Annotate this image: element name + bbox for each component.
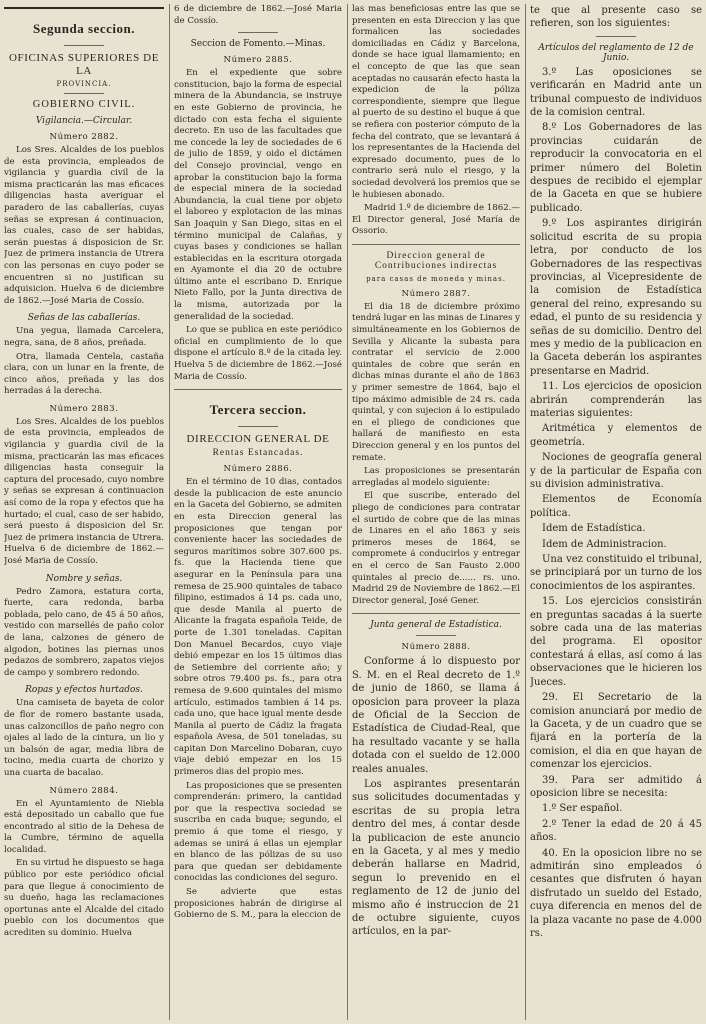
column-1 (4, 4, 164, 1020)
notice-text: Lo que se publica en este periódico oficial en cumplimiento de lo que dispone el artículo 8.º de la citada ley. Huelva 5 de diciembre de 1862.—José Maria de Cossío. (174, 325, 342, 382)
signature-line: Madrid 1.º de diciembre de 1862.—El Director general, José María de Ossorio. (352, 203, 520, 237)
notice-text: En el término de 10 dias, contados desde la publicacion de este anuncio en la Gaceta del Gobierno, se admiten en esta Direccion general las proposiciones que tengan por conveniente hacer las sociedades de seguros marítimos sobre 307.600 ps. fs. que la Hacienda tiene que asegurar en la Península para una remesa de 25.900 quintales de tabaco filipino, estimados á 14 ps. cada uno, que desde Manila al puerto de Alicante la fragata española Teide, de porte de 1.301 toneladas. Capitan Don Manuel Becardos, cuyo viaje debió empezar en los 15 últimos dias de Setiembre del corriente año; y sobre otros 79.400 ps. fs., para otra remesa de 9.600 quintales del mismo artículo, estimados tambien á 14 ps. cada uno, que hace igual mente desde Manila al puerto de Cádiz la fragata española Avesa, de 501 toneladas, su capitan Don Marcelino Dobaran, cuyo viaje debió empezar en los 15 primeros dias del propio mes. (174, 477, 342, 778)
notice-text: Conforme á lo dispuesto por S. M. en el Real decreto de 1.º de junio de 1860, se llama á oposicion para proveer la plaza de Oficial de la Seccion de Estadística de Ciudad-Real, que ha resultado vacante y se halla dotada con el sueldo de 12.000 reales anuales. (352, 656, 520, 775)
divider (596, 36, 636, 37)
section-title: Segunda seccion. (33, 21, 135, 36)
articles-heading: Artículos del reglamento de 12 de Junio. (538, 42, 694, 63)
junta-heading: Junta general de Estadística. (370, 620, 502, 631)
notice-number: Número 2888. (401, 642, 471, 653)
fomento-heading: Seccion de Fomento.—Minas. (190, 39, 326, 50)
notice-number: Número 2885. (223, 55, 293, 66)
article-text: 15. Los ejercicios consistirán en preguntas sacadas á la suerte sobre cada una de las materias del programa. El opositor contestará á ellas, así como á las observaciones que le hicieren los Jueces. (530, 596, 702, 688)
notice-text: Los aspirantes presentarán sus solicitudes documentadas y escritas de su propia letra dentro del mes, á contar desde la publicacion de este anuncio en la Gaceta, y al mes y medio deberán hallarse en Madrid, segun lo prevenido en el reglamento de 12 de junio del mismo año é instruccion de 21 de octubre siguiente, cuyos artículos, en la par- (352, 778, 520, 938)
article-text: 9.º Los aspirantes dirigirán solicitud escrita de su propia letra, por conducto de los Gobernadores de las respectivas provincias, al Vicepresidente de la comision de Estadística general del reino, expresando su edad, el punto de su residencia y señas de su domicilio. Dentro del mes y medio de la publicacion en la Gaceta deberán los aspirantes presentarse en Madrid. (530, 218, 702, 377)
requirement-item: 2.º Tener la edad de 20 á 45 años. (530, 818, 702, 844)
requirement-item: 1.º Ser español. (542, 803, 623, 815)
subheading: Señas de las caballerías. (27, 313, 141, 324)
notice-text: En el expediente que sobre constitucion, bajo la forma de especial minera de la Abundancia, se instruye en este Gobierno de provincia, he dictado con esta fecha el siguiente decreto. En uso de las facultades que me concede la ley de sociedades de 6 de julio de 1859, y oido el dictámen del Consejo provincial, vengo en aprobar la constitucion bajo la forma de especial minera de la sociedad Abundancia, la cual tiene por objeto el laboreo y explotacion de las minas San Joaquin y San Diego, sitas en el término municipal de Calañas, y cuyas bases y condiciones se hallan establecidas en la escritura otorgada en Ayamonte el dia 20 de octubre último ante el escribano D. Enrique Nieto Fallo, por la Junta directiva de la misma, autorizada por la generalidad de la sociedad. (174, 68, 342, 322)
divider (352, 613, 520, 614)
article-text: 3.º Las oposiciones se verificarán en Madrid ante un tribunal compuesto de individuos de la comision central. (530, 66, 702, 119)
gov-title: GOBIERNO CIVIL. (32, 99, 136, 110)
notice-number: Número 2887. (401, 288, 471, 299)
subject-item: Aritmética y elementos de geometría. (530, 423, 702, 448)
subject-item: Idem de Administracion. (542, 538, 667, 550)
divider (64, 45, 104, 46)
article-text: 11. Los ejercicios de oposicion abrirán comprenderán las materias siguientes: (530, 381, 702, 419)
notice-text: Otra, llamada Centela, castaña clara, con un lunar en la frente, de cinco años, preñada y las dos herradas á la derecha. (4, 351, 164, 397)
divider (174, 389, 342, 390)
notice-number: Número 2884. (49, 785, 119, 796)
notice-text: Una camiseta de bayeta de color de flor de romero bastante usada, unas calzoncillos de paño negro con ojales al lado de la cintura, un lio y un balsón de agar, media libra de tocino, media cuarta de chorizo y una cuarta de bacalao. (4, 698, 164, 778)
divider (64, 93, 104, 94)
notice-text: Los Sres. Alcaldes de los pueblos de esta provincia, empleados de vigilancia y guardia civil de la misma, practicarán las mas eficaces diligencias hasta conseguir la captura del procesado, cuyo nombre y señas se expresan á continuacion así como de la ropa y efectos que ha hurtado; el cual, caso de ser habido, será puesto á disposicion del Sr. Juez de primera instancia de Utrera. Huelva 6 de diciembre de 1862.—José Maria de Cossío. (4, 416, 164, 566)
office-title: OFICINAS SUPERIORES DE LA (8, 52, 160, 77)
continued-text: las mas beneficiosas entre las que se presenten en esta Direccion y las que formalicen las sociedades domiciliadas en Cádiz y Barcelona, donde se hace igual llamamiento; en el concepto de que las que sean aceptadas no causarán efecto hasta la expedicion de la póliza correspondiente, siempre que llegue al puerto de su destino el buque á que se refiera con posterior cómputo de la fecha del contrato, que se levantará á los representantes de la Hacienda del expresado documento, pues de lo contrario será nulo el riesgo, y la sociedad devolverá los premios que se le hubiesen abonado. (352, 4, 520, 200)
column-4 (530, 4, 702, 1020)
divider (416, 635, 456, 636)
article-text: 29. El Secretario de la comision anunciará por medio de la Gaceta, y de un cuadro que se fijará en la portería de la comision, el dia en que hayan de comenzar los ejercicios. (530, 692, 702, 771)
vigilancia-heading: Vigilancia.—Circular. (35, 116, 133, 126)
notice-text: En el Ayuntamiento de Niebla está depositado un caballo que fue encontrado al sitio de la Dehesa de la Cumbre, término de aquella localidad. (4, 798, 164, 855)
column-rule (525, 4, 526, 1020)
direction-title: Direccion general de Contribuciones indirectas (374, 250, 498, 271)
column-3 (352, 4, 520, 1020)
column-rule (169, 4, 170, 1020)
notice-number: Número 2883. (49, 403, 119, 414)
direction-title: DIRECCION GENERAL DE (186, 433, 330, 446)
notice-text: Pedro Zamora, estatura corta, fuerte, cara redonda, barba poblada, pelo cano, de 45 á 50 años, vestido con marsellés de paño color de lana, calzones de género de algodon, botines las piernas unos pedazos de sombrero, zapatos viejos de campo y sombrero redondo. (4, 586, 164, 678)
notice-text: Las proposiciones se presentarán arregladas al modelo siguiente: (352, 466, 520, 488)
notice-text: Las proposiciones que se presenten comprenderán: primero, la cantidad por que la respectiva sociedad se suscriba en cada buque; segundo, el premio á que tome el riesgo, y ademas se unirá á ellas un ejemplar en blanco de las pólizas de su uso para que quedan ser debidamente conocidas las condiciones del seguro. (174, 780, 342, 884)
notice-number: Número 2886. (223, 464, 293, 475)
notice-number: Número 2882. (49, 132, 119, 142)
column-2 (174, 4, 342, 1020)
notice-text: El que suscribe, enterado del pliego de condiciones para contratar el surtido de cobre que de las minas de Linares en el año 1863 y seis primeros meses de 1864, se compromete á conducirlos y entregar en el cerco de San Fausto 2.000 quintales al precio de...... rs. uno. Madrid 29 de Noviembre de 1862.—El Director general, José Gener. (352, 491, 520, 606)
subject-item: Nociones de geografía general y de la particular de España con su division administrativa. (530, 452, 702, 490)
article-text: 40. En la oposicion libre no se admitirán sino empleados ó cesantes que disfruten ó hayan disfrutado un sueldo del Estado, cuya diferencia en menos del de la plaza vacante no pase de 4.000 rs. (530, 847, 702, 939)
divider (352, 244, 520, 245)
section-title: Tercera seccion. (209, 402, 307, 418)
subject-item: Elementos de Economía política. (530, 494, 702, 519)
notice-text: Se advierte que estas proposiciones habrán de dirigirse al Gobierno de S. M., para la eleccion de (174, 887, 342, 921)
continued-text: te que al presente caso se refieren, son los siguientes: (530, 5, 702, 30)
notice-text: En su virtud he dispuesto se haga público por este periódico oficial para que llegue á conocimiento de su dueño, haga las reclamaciones oportunas ante el Alcalde del citado pueblo con los documentos que acrediten su dominio. Huelva (4, 858, 164, 939)
article-text: 39. Para ser admitido á oposicion libre se necesita: (530, 774, 702, 799)
notice-text: Los Sres. Alcaldes de los pueblos de esta provincia, empleados de vigilancia y guardia civil de la misma practicarán las mas eficaces diligencias hasta averiguar el paradero de las caballerías, cuyas señas se expresan á continuacion, las cuales, caso de ser habidas, serán puestas á disposicion de Sr. Juez de primera instancia de Utrera con las personas en cuyo poder se encuentren si no justifican su adquisicion. Huelva 6 de diciembre de 1862.—José Maria de Cossío. (4, 145, 164, 306)
direction-subtitle: Rentas Estancadas. (212, 448, 304, 459)
subject-item: Idem de Estadística. (542, 523, 646, 535)
article-text: 8.º Los Gobernadores de las provincias cuidarán de reproducir la convocatoria en el primer número del Boletin despues de recibido el ejemplar de la Gaceta en que se hubiere publicado. (530, 122, 702, 214)
divider (238, 32, 278, 33)
subheading: Ropas y efectos hurtados. (25, 685, 143, 696)
continued-text: 6 de diciembre de 1862.—José Maria de Cossío. (174, 4, 342, 26)
article-text: Una vez constituido el tribunal, se principiará por un turno de los conocimientos de los aspirantes. (530, 554, 702, 592)
column-rule (347, 4, 348, 1020)
office-subtitle: PROVINCIA. (56, 80, 112, 88)
notice-text: Una yegua, llamada Carcelera, negra, sana, de 8 años, preñada. (4, 326, 164, 348)
direction-subtitle: para casas de moneda y minas. (366, 274, 506, 283)
top-rule (4, 7, 164, 9)
notice-text: El dia 18 de diciembre próximo tendrá lugar en las minas de Linares y simultáneamente en los Gobiernos de Sevilla y Alicante la subasta para contratar el servicio de 2.000 quintales de cobre que serán en dichas minas durante el año de 1863 y primer semestre de 1864, bajo el tipo máximo admisible de 24 rs. cada quintal, y con sujecion á lo estipulado en el pliego de condiciones que hallará de manifiesto en esta Direccion general y en los puntos del remate. (352, 301, 520, 463)
subheading: Nombre y señas. (45, 573, 123, 584)
divider (238, 426, 278, 427)
